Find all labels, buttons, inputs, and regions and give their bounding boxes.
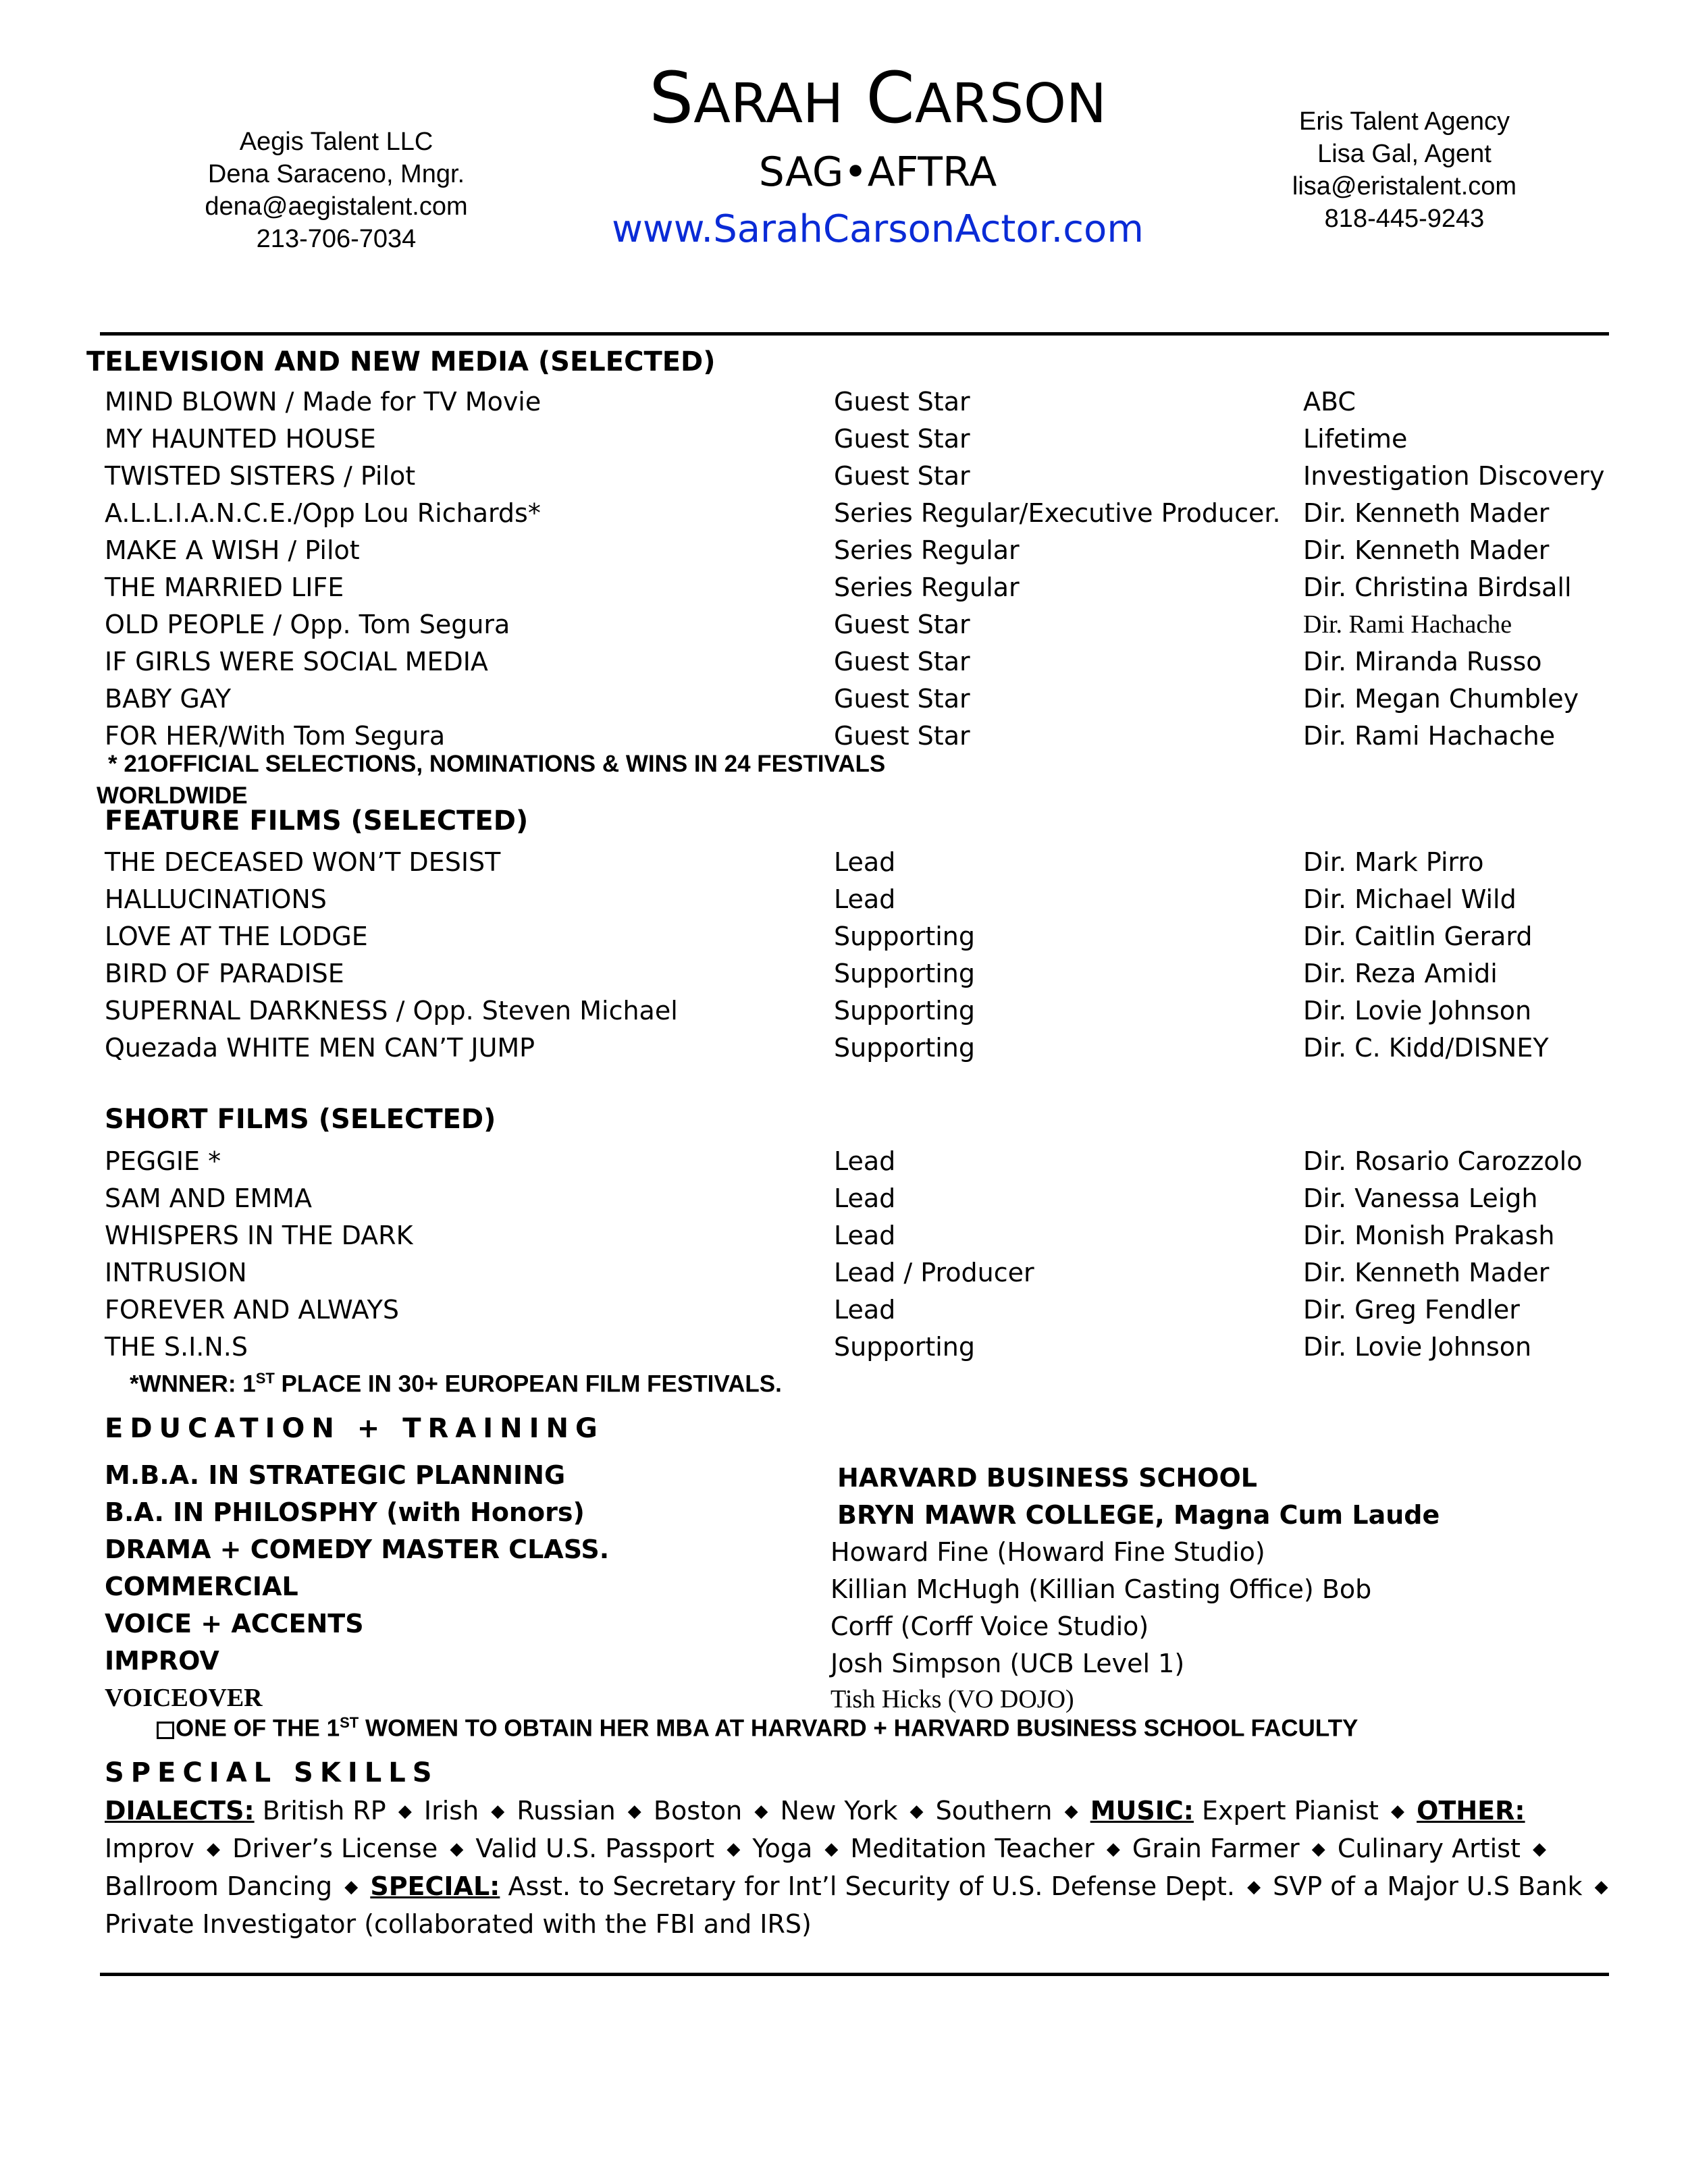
feature-credit: Dir. Lovie Johnson <box>1303 996 1532 1026</box>
television-title: A.L.L.I.A.N.C.E./Opp Lou Richards* <box>105 498 541 528</box>
feature-role: Supporting <box>834 922 975 951</box>
skills-heading: SPECIAL SKILLS <box>105 1757 439 1788</box>
feature-row <box>0 881 1688 918</box>
television-credit: ABC <box>1303 387 1356 417</box>
television-role: Guest Star <box>834 721 970 751</box>
skill-item: Asst. to Secretary for Int’l Security of U.S. Defense Dept. <box>508 1871 1235 1901</box>
short-row <box>0 1180 1688 1217</box>
television-title: IF GIRLS WERE SOCIAL MEDIA <box>105 647 488 676</box>
short-credit: Dir. Lovie Johnson <box>1303 1332 1532 1362</box>
manager-contact <box>161 126 512 255</box>
short-credit: Dir. Monish Prakash <box>1303 1221 1555 1250</box>
television-title: THE MARRIED LIFE <box>105 572 344 602</box>
feature-credit: Dir. Reza Amidi <box>1303 959 1498 988</box>
short-credit: Dir. Vanessa Leigh <box>1303 1183 1538 1213</box>
feature-title: BIRD OF PARADISE <box>105 959 344 988</box>
feature-title: THE DECEASED WON’T DESIST <box>105 847 501 877</box>
education-institution: Josh Simpson (UCB Level 1) <box>830 1649 1185 1678</box>
television-title: MY HAUNTED HOUSE <box>105 424 376 454</box>
skill-item: Russian <box>517 1796 616 1826</box>
education-item: VOICE + ACCENTS <box>105 1609 364 1639</box>
short-title: WHISPERS IN THE DARK <box>105 1221 413 1250</box>
skill-item: Meditation Teacher <box>850 1834 1094 1863</box>
top-divider <box>100 332 1609 336</box>
feature-row <box>0 992 1688 1030</box>
skill-item: Yoga <box>752 1834 813 1863</box>
education-item: M.B.A. IN STRATEGIC PLANNING <box>105 1460 566 1490</box>
checkbox-icon <box>157 1722 174 1739</box>
feature-role: Lead <box>834 884 896 914</box>
skill-item: Private Investigator (collaborated with the FBI and IRS) <box>105 1909 812 1939</box>
feature-title: SUPERNAL DARKNESS ∕ Opp. Steven Michael <box>105 996 678 1026</box>
television-credit: Dir. Rami Hachache <box>1303 610 1512 639</box>
diamond-bullet-icon: ◆ <box>398 1801 412 1821</box>
television-row <box>0 569 1688 606</box>
actor-name: SARAH CARSON <box>649 57 1107 139</box>
feature-title: LOVE AT THE LODGE <box>105 922 368 951</box>
diamond-bullet-icon: ◆ <box>1247 1877 1261 1897</box>
diamond-bullet-icon: ◆ <box>1106 1839 1120 1859</box>
television-title: TWISTED SISTERS ∕ Pilot <box>105 461 416 491</box>
manager-company: Aegis Talent LLC <box>239 128 433 156</box>
television-role: Guest Star <box>834 387 970 417</box>
television-credit: Lifetime <box>1303 424 1408 454</box>
skill-item: Ballroom Dancing <box>105 1871 333 1901</box>
short-credit: Dir. Kenneth Mader <box>1303 1258 1550 1287</box>
feature-credit: Dir. Mark Pirro <box>1303 847 1484 877</box>
television-row <box>0 495 1688 532</box>
television-credit: Dir. Megan Chumbley <box>1303 684 1579 714</box>
television-row <box>0 421 1688 458</box>
diamond-bullet-icon: ◆ <box>450 1839 464 1859</box>
television-role: Guest Star <box>834 684 970 714</box>
manager-name: Dena Saraceno, Mngr. <box>207 160 465 188</box>
education-institution: BRYN MAWR COLLEGE, Magna Cum Laude <box>837 1500 1440 1530</box>
bottom-divider <box>100 1973 1609 1976</box>
skill-item: Valid U.S. Passport <box>475 1834 715 1863</box>
skill-item: SVP of a Major U.S Bank <box>1273 1871 1583 1901</box>
skill-item: Grain Farmer <box>1132 1834 1300 1863</box>
television-role: Guest Star <box>834 424 970 454</box>
diamond-bullet-icon: ◆ <box>909 1801 924 1821</box>
education-item: B.A. IN PHILOSPHY (with Honors) <box>105 1497 585 1527</box>
television-row <box>0 532 1688 569</box>
diamond-bullet-icon: ◆ <box>824 1839 839 1859</box>
feature-row <box>0 1030 1688 1067</box>
skill-item: British RP <box>262 1796 386 1826</box>
skill-item: Improv <box>105 1834 194 1863</box>
education-institution: Tish Hicks (VO DOJO) <box>830 1685 1074 1713</box>
diamond-bullet-icon: ◆ <box>1064 1801 1078 1821</box>
dialects-label: DIALECTS: <box>105 1796 255 1826</box>
short-row <box>0 1217 1688 1254</box>
television-row <box>0 383 1688 421</box>
shorts-note: *WNNER: 1ST PLACE IN 30+ EUROPEAN FILM FESTIVALS. <box>130 1370 782 1397</box>
diamond-bullet-icon: ◆ <box>754 1801 768 1821</box>
skill-item: Driver’s License <box>232 1834 438 1863</box>
television-note-line2: WORLDWIDE <box>97 782 248 809</box>
television-credit: Investigation Discovery <box>1303 461 1605 491</box>
feature-row <box>0 955 1688 992</box>
television-credit: Dir. Rami Hachache <box>1303 721 1556 751</box>
skill-item: Expert Pianist <box>1202 1796 1379 1826</box>
education-institution: Corff (Corff Voice Studio) <box>830 1612 1149 1641</box>
feature-row <box>0 918 1688 955</box>
television-role: Guest Star <box>834 647 970 676</box>
television-role: Series Regular <box>834 572 1020 602</box>
skill-item: Boston <box>653 1796 743 1826</box>
short-row <box>0 1291 1688 1329</box>
agent-contact <box>1229 105 1580 235</box>
diamond-bullet-icon: ◆ <box>1311 1839 1325 1859</box>
manager-phone[interactable]: 213-706-7034 <box>256 225 417 253</box>
short-credit: Dir. Rosario Carozzolo <box>1303 1146 1583 1176</box>
skill-item: Irish <box>423 1796 479 1826</box>
short-title: SAM AND EMMA <box>105 1183 313 1213</box>
other-label: OTHER: <box>1417 1796 1525 1826</box>
diamond-bullet-icon: ◆ <box>1391 1801 1405 1821</box>
short-title: THE S.I.N.S <box>105 1332 248 1362</box>
short-row <box>0 1329 1688 1366</box>
television-row <box>0 643 1688 681</box>
television-title: MAKE A WISH ∕ Pilot <box>105 535 360 565</box>
short-role: Lead <box>834 1295 896 1325</box>
feature-role: Supporting <box>834 959 975 988</box>
short-title: FOREVER AND ALWAYS <box>105 1295 399 1325</box>
feature-credit: Dir. Caitlin Gerard <box>1303 922 1533 951</box>
feature-title: HALLUCINATIONS <box>105 884 327 914</box>
education-item: COMMERCIAL <box>105 1572 298 1601</box>
education-note: ONE OF THE 1ST WOMEN TO OBTAIN HER MBA AT HARVARD + HARVARD BUSINESS SCHOOL FACULTY <box>157 1708 1358 1744</box>
shorts-heading: SHORT FILMS (SELECTED) <box>105 1104 496 1135</box>
television-title: FOR HER/With Tom Segura <box>105 721 446 751</box>
television-credit: Dir. Christina Birdsall <box>1303 572 1572 602</box>
television-title: OLD PEOPLE ∕ Opp. Tom Segura <box>105 610 510 639</box>
television-heading: TELEVISION AND NEW MEDIA (SELECTED) <box>86 346 716 377</box>
diamond-bullet-icon: ◆ <box>491 1801 505 1821</box>
feature-title: Quezada WHITE MEN CAN’T JUMP <box>105 1033 535 1063</box>
education-item: DRAMA + COMEDY MASTER CLASS. <box>105 1535 610 1564</box>
television-row <box>0 606 1688 643</box>
agency-name: Eris Talent Agency <box>1299 107 1510 136</box>
feature-role: Supporting <box>834 1033 975 1063</box>
skill-item: Southern <box>935 1796 1053 1826</box>
television-role: Series Regular/Executive Producer. <box>834 498 1281 528</box>
television-role: Series Regular <box>834 535 1020 565</box>
feature-credit: Dir. Michael Wild <box>1303 884 1516 914</box>
diamond-bullet-icon: ◆ <box>627 1801 641 1821</box>
feature-role: Lead <box>834 847 896 877</box>
union-affiliation: SAG•AFTRA <box>758 149 997 196</box>
television-role: Guest Star <box>834 461 970 491</box>
agent-name: Lisa Gal, Agent <box>1317 140 1492 168</box>
short-title: INTRUSION <box>105 1258 247 1287</box>
television-credit: Dir. Miranda Russo <box>1303 647 1542 676</box>
short-role: Lead ∕ Producer <box>834 1258 1034 1287</box>
skills-paragraph <box>105 1792 1614 1943</box>
television-role: Guest Star <box>834 610 970 639</box>
feature-row <box>0 844 1688 881</box>
television-title: BABY GAY <box>105 684 232 714</box>
website-link[interactable]: www.SarahCarsonActor.com <box>612 207 1144 251</box>
short-role: Lead <box>834 1221 896 1250</box>
skill-item: New York <box>780 1796 898 1826</box>
short-role: Supporting <box>834 1332 975 1362</box>
short-title: PEGGIE * <box>105 1146 221 1176</box>
short-role: Lead <box>834 1146 896 1176</box>
diamond-bullet-icon: ◆ <box>727 1839 741 1859</box>
short-row <box>0 1143 1688 1180</box>
diamond-bullet-icon: ◆ <box>344 1877 359 1897</box>
education-institution: Killian McHugh (Killian Casting Office) Bob <box>830 1574 1372 1604</box>
skill-item: Culinary Artist <box>1337 1834 1521 1863</box>
education-item: VOICEOVER <box>105 1684 263 1712</box>
education-heading: EDUCATION + TRAINING <box>105 1413 604 1444</box>
special-label: SPECIAL: <box>370 1871 500 1901</box>
television-row <box>0 458 1688 495</box>
education-item: IMPROV <box>105 1646 219 1676</box>
education-institution: HARVARD BUSINESS SCHOOL <box>837 1463 1257 1493</box>
television-credit: Dir. Kenneth Mader <box>1303 498 1550 528</box>
feature-credit: Dir. C. Kidd/DISNEY <box>1303 1033 1549 1063</box>
agent-email[interactable]: lisa@eristalent.com <box>1292 172 1517 201</box>
short-row <box>0 1254 1688 1291</box>
agent-phone[interactable]: 818-445-9243 <box>1324 205 1485 233</box>
television-note: * 21OFFICIAL SELECTIONS, NOMINATIONS & WINS IN 24 FESTIVALS <box>108 751 886 777</box>
feature-role: Supporting <box>834 996 975 1026</box>
diamond-bullet-icon: ◆ <box>1532 1839 1546 1859</box>
music-label: MUSIC: <box>1090 1796 1194 1826</box>
diamond-bullet-icon: ◆ <box>206 1839 220 1859</box>
manager-email[interactable]: dena@aegistalent.com <box>205 192 468 221</box>
diamond-bullet-icon: ◆ <box>1594 1877 1608 1897</box>
television-title: MIND BLOWN ∕ Made for TV Movie <box>105 387 542 417</box>
education-institution: Howard Fine (Howard Fine Studio) <box>830 1537 1265 1567</box>
short-role: Lead <box>834 1183 896 1213</box>
television-row <box>0 681 1688 718</box>
television-credit: Dir. Kenneth Mader <box>1303 535 1550 565</box>
features-heading: FEATURE FILMS (SELECTED) <box>105 805 529 836</box>
short-credit: Dir. Greg Fendler <box>1303 1295 1520 1325</box>
